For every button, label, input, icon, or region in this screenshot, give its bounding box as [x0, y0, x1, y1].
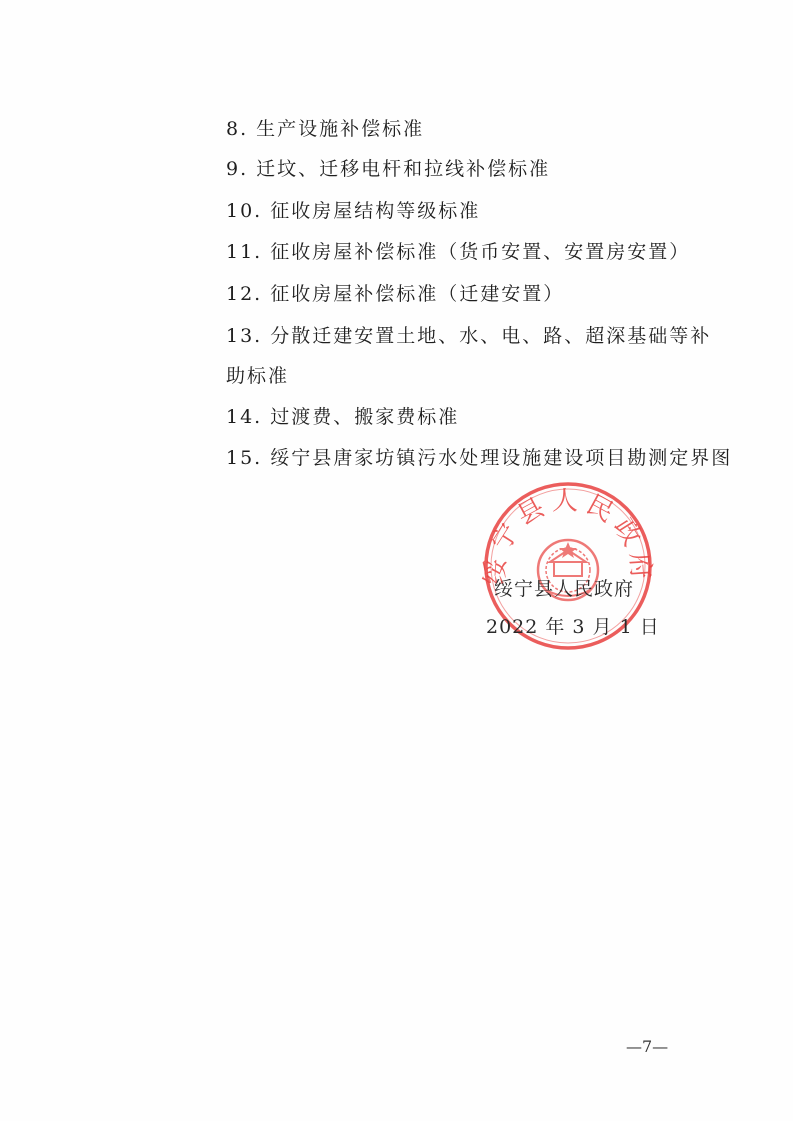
list-item-text: 12. 征收房屋补偿标准（迁建安置）	[226, 283, 565, 305]
list-item-text: 15. 绥宁县唐家坊镇污水处理设施建设项目勘测定界图	[226, 447, 733, 469]
list-item	[226, 117, 424, 141]
list-item	[226, 240, 690, 264]
list-item-text: 9. 迁坟、迁移电杆和拉线补偿标准	[226, 158, 551, 180]
list-item	[226, 446, 732, 470]
list-item	[226, 157, 550, 181]
list-item	[226, 282, 564, 306]
issue-date: 2022 年 3 月 1 日	[486, 616, 660, 638]
list-item-text: 13. 分散迁建安置土地、水、电、路、超深基础等补	[226, 325, 712, 347]
list-item-text: 11. 征收房屋补偿标准（货币安置、安置房安置）	[226, 241, 691, 263]
page-number: —7—	[626, 1037, 669, 1056]
list-item	[226, 324, 712, 387]
list-item	[226, 405, 459, 429]
list-item-text: 8. 生产设施补偿标准	[226, 118, 425, 140]
seal-text: 绥宁县人民政府	[480, 486, 656, 586]
list-item-text: 10. 征收房屋结构等级标准	[226, 200, 481, 222]
list-item-continuation: 助标准	[226, 365, 290, 387]
list-item	[226, 199, 480, 223]
list-item-text: 14. 过渡费、搬家费标准	[226, 406, 460, 428]
issuer-signature: 绥宁县人民政府	[494, 578, 635, 600]
